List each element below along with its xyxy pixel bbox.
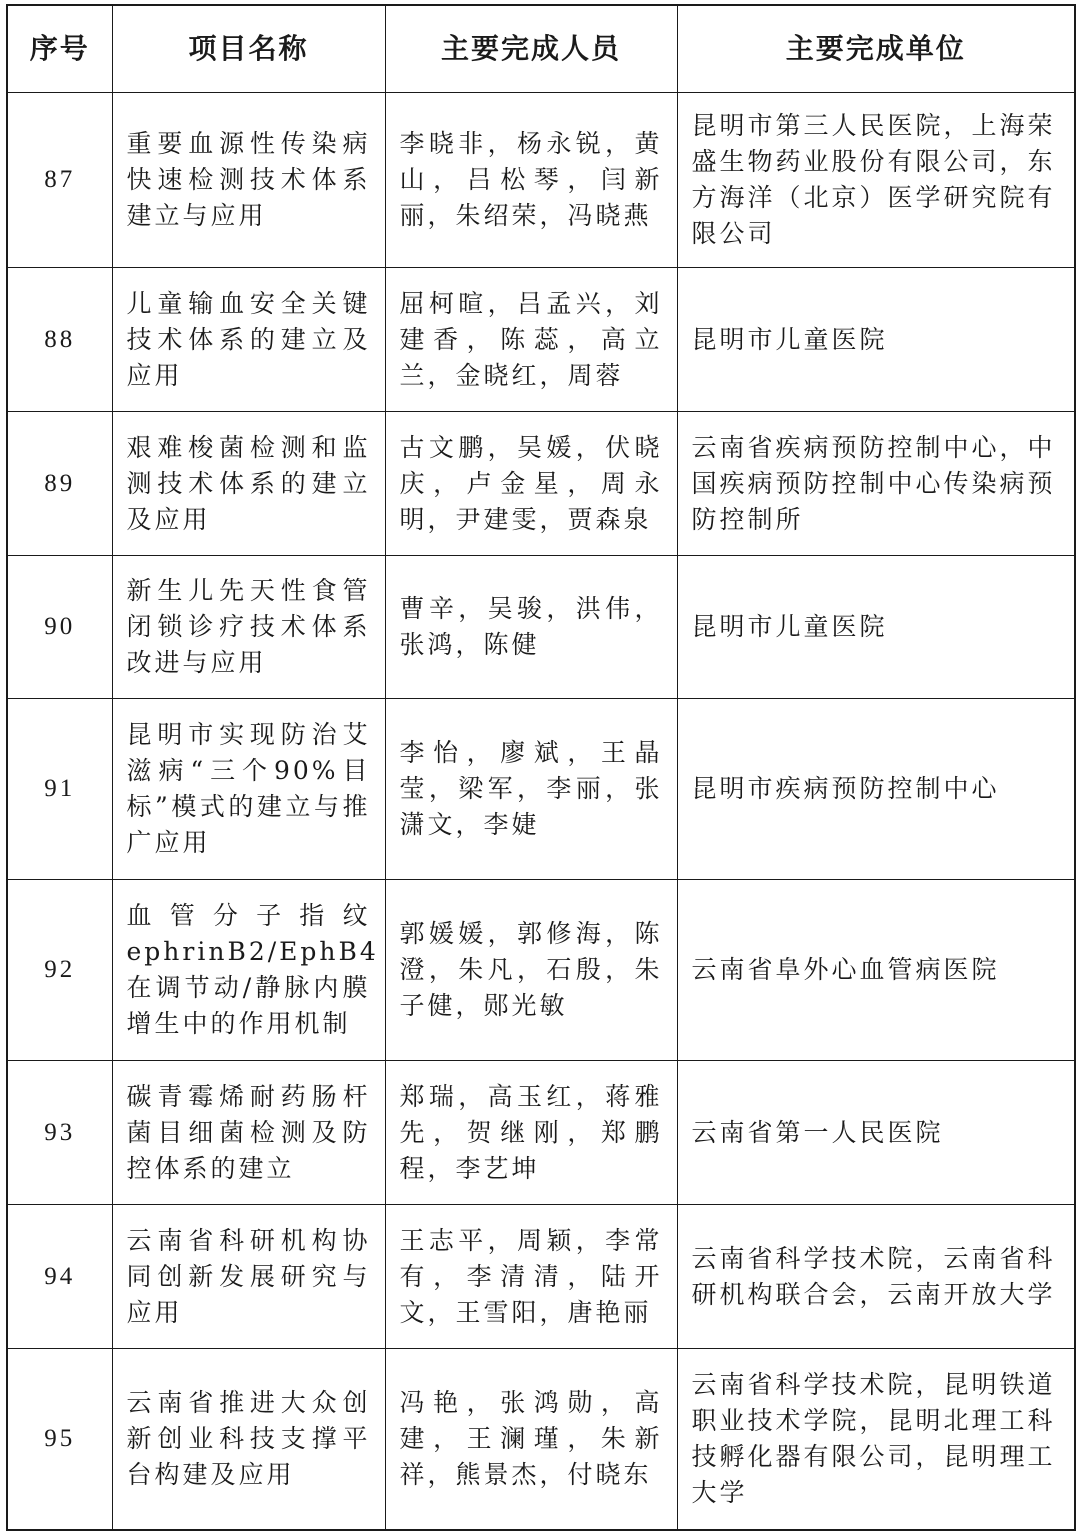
row-no: 94 <box>7 1205 112 1349</box>
table-header <box>7 5 1075 93</box>
main-unit: 云南省科学技术院，云南省科研机构联合会，云南开放大学 <box>677 1205 1075 1349</box>
main-people: 李晓非，杨永锐，黄山，吕松琴，闫新丽，朱绍荣，冯晓燕 <box>385 93 677 268</box>
main-unit: 云南省阜外心血管病医院 <box>677 880 1075 1061</box>
main-people: 屈柯暄，吕孟兴，刘建香，陈蕊，高立兰，金晓红，周蓉 <box>385 268 677 412</box>
row-no: 89 <box>7 412 112 556</box>
main-unit: 云南省疾病预防控制中心，中国疾病预防控制中心传染病预防控制所 <box>677 412 1075 556</box>
row-no: 91 <box>7 699 112 880</box>
main-unit: 云南省第一人民医院 <box>677 1061 1075 1205</box>
row-no: 95 <box>7 1349 112 1530</box>
header-main-unit: 主要完成单位 <box>677 5 1075 93</box>
main-unit: 云南省科学技术院，昆明铁道职业技术学院，昆明北理工科技孵化器有限公司，昆明理工大学 <box>677 1349 1075 1530</box>
project-name: 艰难梭菌检测和监测技术体系的建立及应用 <box>112 412 385 556</box>
project-name: 碳青霉烯耐药肠杆菌目细菌检测及防控体系的建立 <box>112 1061 385 1205</box>
main-unit: 昆明市儿童医院 <box>677 268 1075 412</box>
table-row <box>7 880 1075 1061</box>
row-no: 92 <box>7 880 112 1061</box>
project-name: 云南省科研机构协同创新发展研究与应用 <box>112 1205 385 1349</box>
main-unit: 昆明市儿童医院 <box>677 556 1075 699</box>
row-no: 88 <box>7 268 112 412</box>
main-people: 郭媛媛，郭修海，陈澄，朱凡，石殷，朱子健，郧光敏 <box>385 880 677 1061</box>
table-row <box>7 556 1075 699</box>
header-row <box>7 5 1075 93</box>
header-main-people: 主要完成人员 <box>385 5 677 93</box>
table-row <box>7 93 1075 268</box>
table-row <box>7 1205 1075 1349</box>
main-people: 冯艳，张鸿勋，高建，王澜瑾，朱新祥，熊景杰，付晓东 <box>385 1349 677 1530</box>
award-table <box>6 4 1076 1531</box>
project-name: 昆明市实现防治艾滋病“三个90%目标”模式的建立与推广应用 <box>112 699 385 880</box>
project-name: 新生儿先天性食管闭锁诊疗技术体系改进与应用 <box>112 556 385 699</box>
main-people: 曹辛，吴骏，洪伟，张鸿，陈健 <box>385 556 677 699</box>
main-people: 古文鹏，吴媛，伏晓庆，卢金星，周永明，尹建雯，贾森泉 <box>385 412 677 556</box>
row-no: 93 <box>7 1061 112 1205</box>
main-people: 郑瑞，高玉红，蒋雅先，贺继刚，郑鹏程，李艺坤 <box>385 1061 677 1205</box>
table-row <box>7 699 1075 880</box>
project-name: 云南省推进大众创新创业科技支撑平台构建及应用 <box>112 1349 385 1530</box>
row-no: 90 <box>7 556 112 699</box>
table-row <box>7 1349 1075 1530</box>
row-no: 87 <box>7 93 112 268</box>
table-body <box>7 93 1075 1530</box>
project-name: 血管分子指纹ephrinB2/EphB4在调节动/静脉内膜增生中的作用机制 <box>112 880 385 1061</box>
header-no: 序号 <box>7 5 112 93</box>
table-row <box>7 268 1075 412</box>
header-project-name: 项目名称 <box>112 5 385 93</box>
main-unit: 昆明市第三人民医院，上海荣盛生物药业股份有限公司，东方海洋（北京）医学研究院有限公司 <box>677 93 1075 268</box>
project-name: 儿童输血安全关键技术体系的建立及应用 <box>112 268 385 412</box>
project-name: 重要血源性传染病快速检测技术体系建立与应用 <box>112 93 385 268</box>
main-people: 王志平，周颖，李常有，李清清，陆开文，王雪阳，唐艳丽 <box>385 1205 677 1349</box>
table-row <box>7 1061 1075 1205</box>
main-people: 李怡，廖斌，王晶莹，梁军，李丽，张潇文，李婕 <box>385 699 677 880</box>
main-unit: 昆明市疾病预防控制中心 <box>677 699 1075 880</box>
table-row <box>7 412 1075 556</box>
